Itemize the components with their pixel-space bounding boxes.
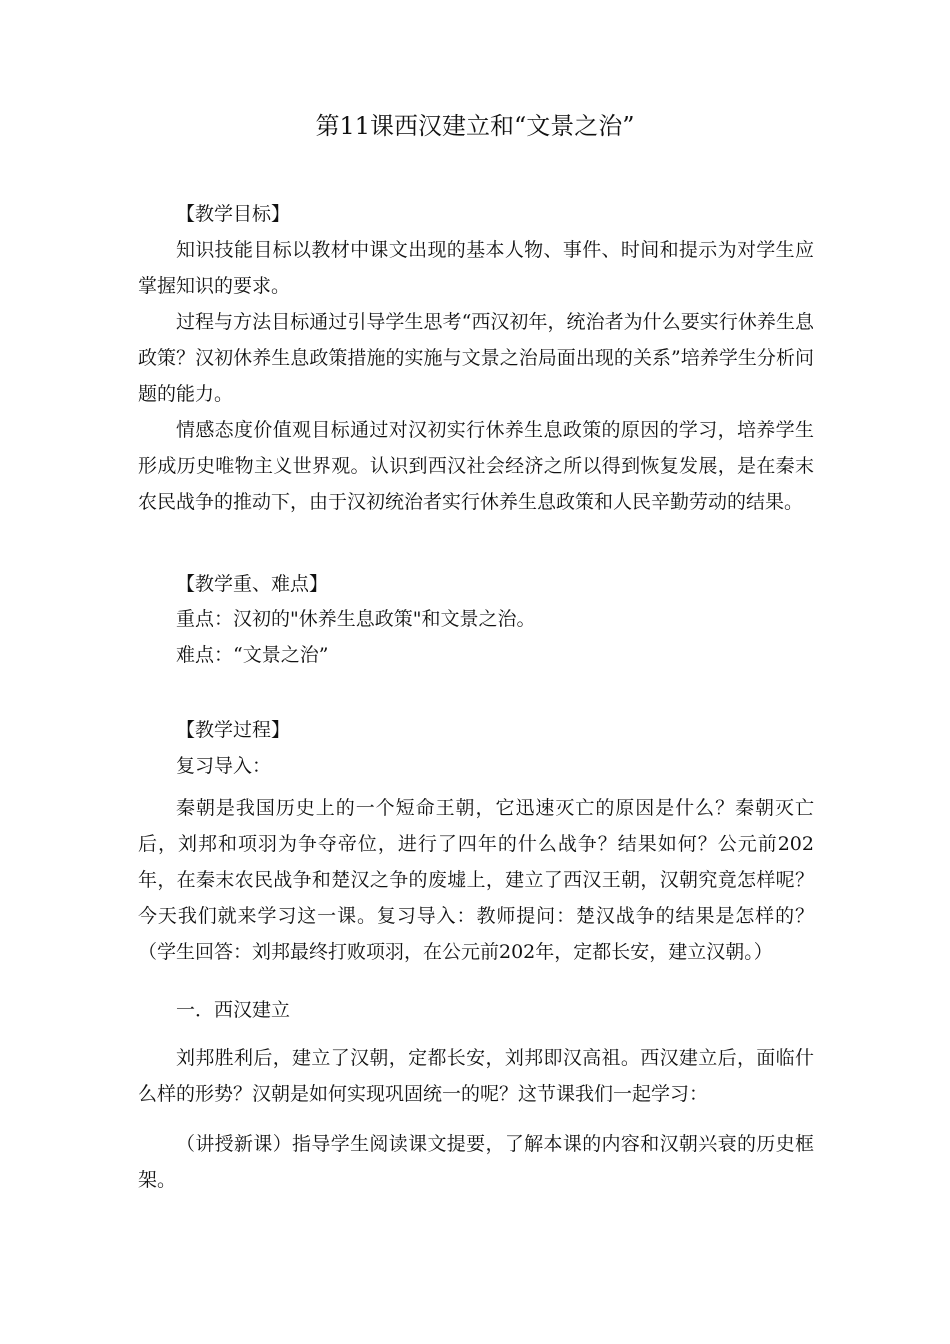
- review-intro-paragraph: 秦朝是我国历史上的一个短命王朝，它迅速灭亡的原因是什么？秦朝灭亡后，刘邦和项羽为争夺帝位，进行了四年的什么战争？结果如何？公元前202年，在秦末农民战争和楚汉之争的废墟上，建立了西汉王朝，汉朝究竟怎样呢？今天我们就来学习这一课。复习导入：教师提问：楚汉战争的结果是怎样的？（学生回答：刘邦最终打败项羽，在公元前202年，定都长安，建立汉朝。）: [138, 797, 814, 963]
- objectives-knowledge-paragraph: 知识技能目标以教材中课文出现的基本人物、事件、时间和提示为对学生应掌握知识的要求。: [138, 239, 814, 297]
- new-lesson-paragraph: （讲授新课）指导学生阅读课文提要，了解本课的内容和汉朝兴衰的历史框架。: [138, 1133, 814, 1191]
- section-one-paragraph: 刘邦胜利后，建立了汉朝，定都长安，刘邦即汉高祖。西汉建立后，面临什么样的形势？汉朝是如何实现巩固统一的呢？这节课我们一起学习：: [138, 1047, 814, 1105]
- objectives-emotion-paragraph: 情感态度价值观目标通过对汉初实行休养生息政策的原因的学习，培养学生形成历史唯物主义世界观。认识到西汉社会经济之所以得到恢复发展，是在秦末农民战争的推动下，由于汉初统治者实行休养生息政策和人民辛勤劳动的结果。: [138, 419, 814, 513]
- section-one-heading: 一．西汉建立: [176, 999, 291, 1021]
- objectives-heading: 【教学目标】: [176, 203, 291, 225]
- difficulty-line: 难点：“文景之治”: [176, 644, 329, 666]
- review-intro-label: 复习导入：: [176, 755, 272, 777]
- objectives-process-paragraph: 过程与方法目标通过引导学生思考“西汉初年，统治者为什么要实行休养生息政策？汉初休养生息政策措施的实施与文景之治局面出现的关系”培养学生分析问题的能力。: [138, 311, 814, 405]
- document-title: 第11课西汉建立和“文景之治”: [315, 112, 635, 140]
- key-points-heading: 【教学重、难点】: [176, 573, 329, 595]
- process-heading: 【教学过程】: [176, 719, 291, 741]
- focus-line: 重点：汉初的"休养生息政策"和文景之治。: [176, 608, 536, 630]
